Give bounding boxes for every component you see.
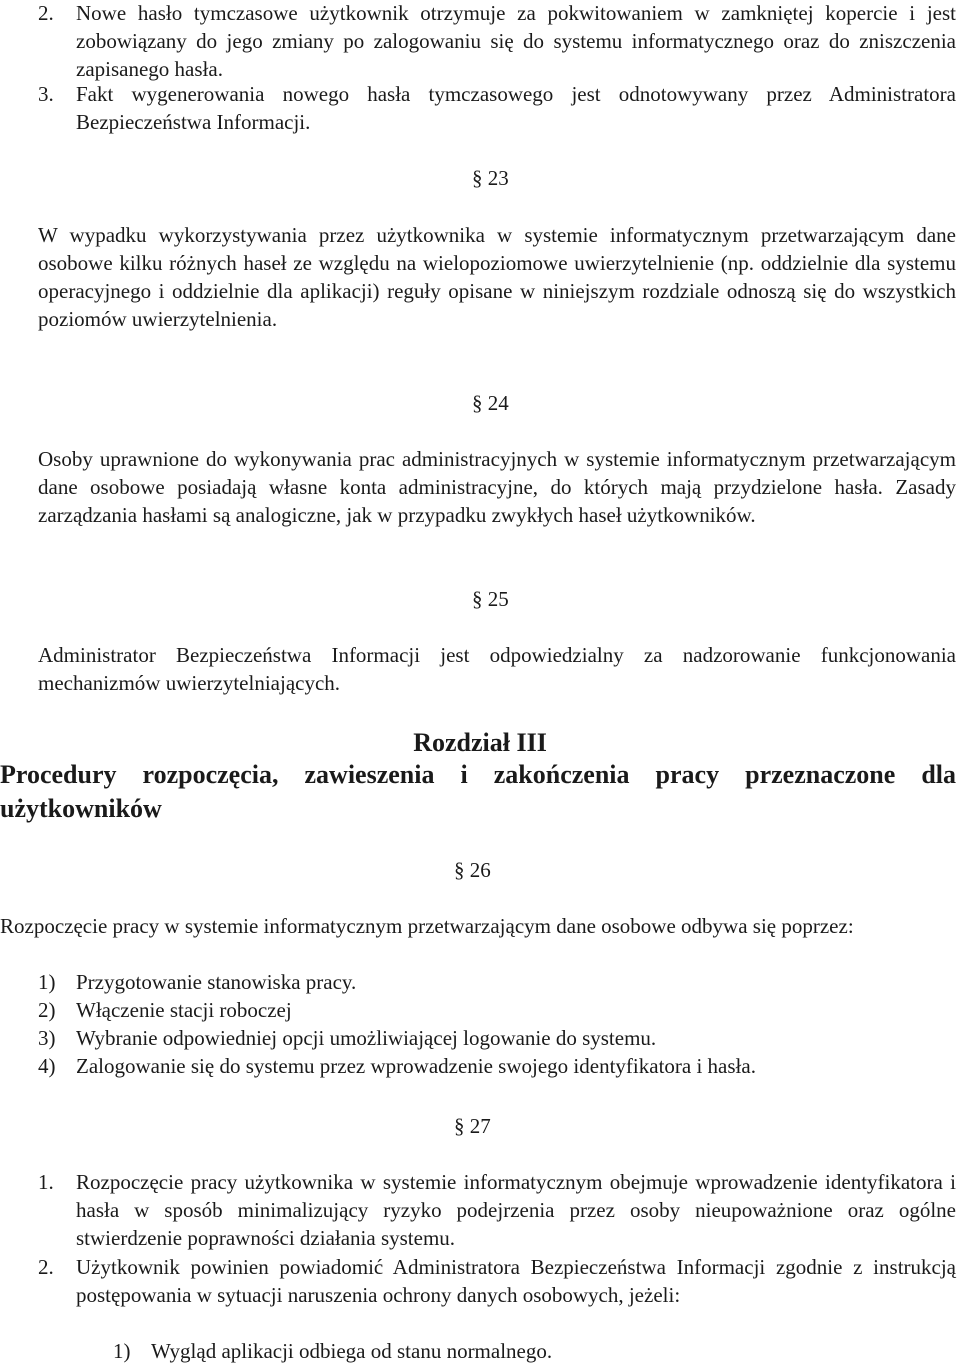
item-number: 1. <box>38 1170 54 1194</box>
section-25-paragraph: Administrator Bezpieczeństwa Informacji jest odpowiedzialny za nadzorowanie funkcjonowania mechanizmów uwierzytelniających. <box>38 643 956 695</box>
list-item <box>38 1024 656 1052</box>
numbered-item-2 <box>38 0 956 83</box>
numbered-item-3 <box>38 80 956 136</box>
section-mark-24: § 24 <box>472 391 509 415</box>
list-item <box>38 996 292 1024</box>
section-mark-26: § 26 <box>454 858 491 882</box>
section-mark-25: § 25 <box>472 587 509 611</box>
list-item <box>38 1052 756 1080</box>
sub-list-item <box>113 1337 552 1365</box>
item-text: Nowe hasło tymczasowe użytkownik otrzymuje za pokwitowaniem w zamkniętej kopercie i jest zobowiązany do jego zmiany po zalogowaniu się do systemu informatycznego oraz do zniszczenia zapisanego hasła. <box>76 1 956 81</box>
list-item-text: Zalogowanie się do systemu przez wprowadzenie swojego identyfikatora i hasła. <box>76 1054 756 1078</box>
list-item-number: 4) <box>38 1054 56 1078</box>
list-item-text: Przygotowanie stanowiska pracy. <box>76 970 357 994</box>
list-item-number: 3) <box>38 1026 56 1050</box>
section-23-paragraph: W wypadku wykorzystywania przez użytkownika w systemie informatycznym przetwarzającym dane osobowe kilku różnych haseł ze względu na wielopoziomowe uwierzytelnienie (np. oddzielnie dla systemu operacyjnego i oddzielnie dla aplikacji) reguły opisane w niniejszym rozdziale odnoszą się do wszystkich poziomów uwierzytelnienia. <box>38 223 956 331</box>
list-item-number: 1) <box>38 970 56 994</box>
list-item-number: 1) <box>113 1339 131 1363</box>
item-number: 2. <box>38 1 54 25</box>
item-text: Użytkownik powinien powiadomić Administratora Bezpieczeństwa Informacji zgodnie z instrukcją postępowania w sytuacji naruszenia ochrony danych osobowych, jeżeli: <box>76 1255 956 1307</box>
item-number: 2. <box>38 1255 54 1279</box>
item-text: Rozpoczęcie pracy użytkownika w systemie informatycznym obejmuje wprowadzenie identyfikatora i hasła w sposób minimalizujący ryzyko podejrzenia przez osoby nieupoważnione oraz ogólne stwierdzenie poprawności działania systemu. <box>76 1170 956 1250</box>
list-item-number: 2) <box>38 998 56 1022</box>
section-mark-27: § 27 <box>454 1114 491 1138</box>
numbered-item-1 <box>38 1168 956 1252</box>
section-mark-23: § 23 <box>472 166 509 190</box>
list-item-text: Włączenie stacji roboczej <box>76 998 292 1022</box>
item-text: Fakt wygenerowania nowego hasła tymczasowego jest odnotowywany przez Administratora Bezpieczeństwa Informacji. <box>76 82 956 134</box>
list-item-text: Wygląd aplikacji odbiega od stanu normalnego. <box>151 1339 553 1363</box>
chapter-label: Rozdział III <box>413 728 547 757</box>
item-number: 3. <box>38 82 54 106</box>
section-26-intro: Rozpoczęcie pracy w systemie informatycznym przetwarzającym dane osobowe odbywa się poprzez: <box>0 914 854 938</box>
list-item <box>38 968 356 996</box>
section-24-paragraph: Osoby uprawnione do wykonywania prac administracyjnych w systemie informatycznym przetwarzającym dane osobowe posiadają własne konta administracyjne, do których mają przydzielone hasła. Zasady zarządzania hasłami są analogiczne, jak w przypadku zwykłych haseł użytkowników. <box>38 447 956 527</box>
numbered-item-2 <box>38 1253 956 1309</box>
chapter-title: Procedury rozpoczęcia, zawieszenia i zakończenia pracy przeznaczone dla użytkowników <box>0 760 956 823</box>
list-item-text: Wybranie odpowiedniej opcji umożliwiającej logowanie do systemu. <box>76 1026 657 1050</box>
